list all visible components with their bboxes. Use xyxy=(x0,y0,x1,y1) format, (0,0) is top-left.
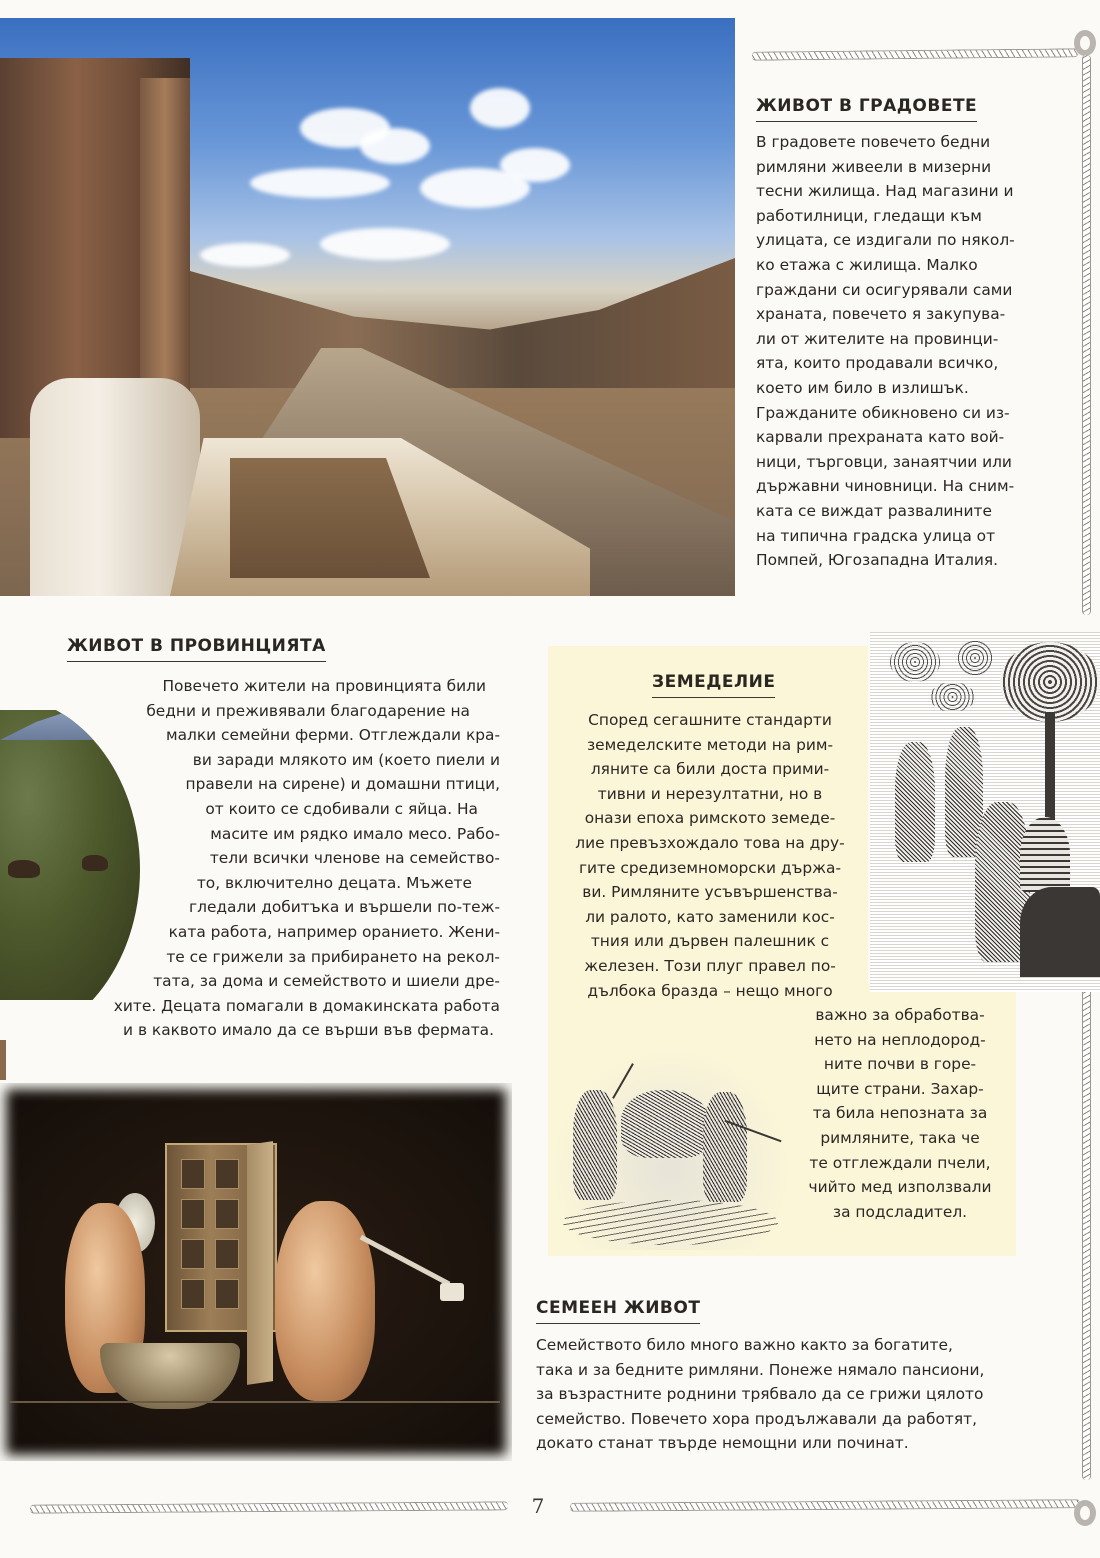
text-line: ните почви в горе- xyxy=(823,1055,977,1074)
text-line: тивни и нерезултатни, но в xyxy=(597,784,823,803)
plowing-engraving xyxy=(553,1050,788,1250)
text-line: Семейството било много важно както за богатите, xyxy=(536,1336,953,1354)
hammer-head xyxy=(440,1283,464,1301)
text-line: Гражданите обикновено си из- xyxy=(756,403,1010,422)
text-line: ката работа, например оранието. Жени- xyxy=(168,922,500,941)
text-line: онази епоха римското земеде- xyxy=(584,809,836,828)
text-line: та била непозната за xyxy=(812,1104,988,1123)
text-line: от които се сдобивали с яйца. На xyxy=(205,799,478,818)
text-line: малки семейни ферми. Отглеждали кра- xyxy=(165,726,500,745)
section-heading-family-life: СЕМЕЕН ЖИВОТ xyxy=(536,1298,700,1324)
text-line: чийто мед използвали xyxy=(808,1178,992,1197)
section-body-agriculture xyxy=(566,708,854,1003)
bee-swarm xyxy=(930,682,975,712)
section-heading-agriculture: ЗЕМЕДЕЛИЕ xyxy=(652,672,775,698)
text-line: В градовете повечето бедни xyxy=(756,133,991,151)
text-line: те отглеждали пчели, xyxy=(809,1153,991,1172)
text-line: римляните, така че xyxy=(820,1128,980,1147)
text-line: правели на сирене) и домашни птици, xyxy=(185,775,500,794)
page-edge-strip xyxy=(0,1040,6,1080)
text-line: масите им рядко имало месо. Рабо- xyxy=(210,824,500,843)
text-line: железен. Този плуг правел по- xyxy=(584,956,836,975)
text-line: храната, повечето я закупува- xyxy=(756,305,1006,324)
ox xyxy=(621,1090,711,1158)
text-line: така и за бедните римляни. Понеже нямало пансиони, xyxy=(536,1360,985,1379)
bowl xyxy=(100,1343,240,1409)
section-heading: ЖИВОТ В ГРАДОВЕТЕ xyxy=(756,96,977,122)
bee-swarm xyxy=(955,640,995,676)
cloud xyxy=(470,88,530,128)
whip xyxy=(612,1063,634,1099)
text-line: граждани си осигурявали сами xyxy=(756,280,1013,299)
cloud xyxy=(360,128,430,164)
rope-border-top xyxy=(752,48,1078,60)
ruined-buildings-row xyxy=(190,258,735,388)
text-line: гите средиземноморски държа- xyxy=(578,858,842,877)
cloud xyxy=(250,168,390,198)
text-line: Помпей, Югозападна Италия. xyxy=(756,551,999,570)
section-city-life xyxy=(756,96,1066,573)
text-line: за подсладител. xyxy=(832,1202,968,1221)
text-line: на типична градска улица от xyxy=(756,526,996,545)
bush xyxy=(1020,887,1100,977)
beekeeper-figure xyxy=(895,742,935,862)
cabinet-cell xyxy=(215,1239,239,1269)
section-body-country-life xyxy=(60,674,500,1043)
text-line: ли ралото, като заменили кос- xyxy=(585,907,835,926)
stone-pillar xyxy=(140,78,190,418)
text-line: работилници, гледащи към xyxy=(756,206,982,225)
text-line: карвали прехраната като вой- xyxy=(756,428,1005,447)
text-line: дълбока бразда – нещо много xyxy=(587,981,833,1000)
text-line: те се грижели за прибирането на рекол- xyxy=(166,947,500,966)
pompeii-street-photo xyxy=(0,18,735,596)
cloud xyxy=(320,228,450,260)
text-line: ката се виждат развалините xyxy=(756,501,992,520)
text-line: лие превъзхождало това на дру- xyxy=(575,833,845,852)
cupid-right xyxy=(275,1201,375,1401)
text-line: ви. Римляните усъвършенства- xyxy=(582,883,838,902)
cabinet-cell xyxy=(215,1159,239,1189)
text-line: тния или дървен палешник с xyxy=(590,932,830,951)
page-number: 7 xyxy=(531,1494,545,1518)
cabinet-door xyxy=(247,1141,273,1385)
cloud xyxy=(200,243,290,267)
rope-border-bottom-left xyxy=(30,1501,508,1513)
bee-swarm xyxy=(890,642,940,682)
rope-knot-bottom xyxy=(1074,1500,1096,1526)
ground-line xyxy=(10,1401,500,1403)
cloud xyxy=(500,148,570,182)
section-heading-country-life: ЖИВОТ В ПРОВИНЦИЯТА xyxy=(67,636,326,662)
beehive xyxy=(1020,817,1070,892)
beekeeping-engraving xyxy=(870,632,1100,992)
text-line: ята, които продавали всичко, xyxy=(756,354,999,373)
text-line: Повечето жители на провинцията били xyxy=(162,677,486,695)
text-line: тата, за дома и семейството и шиели дре- xyxy=(153,972,500,991)
text-line: щите страни. Захар- xyxy=(816,1079,984,1098)
text-line: нето на неплодород- xyxy=(814,1030,986,1049)
cow xyxy=(8,860,40,878)
text-line: семейство. Повечето хора продължавали да работят, xyxy=(536,1409,977,1428)
rope-border-right-lower xyxy=(1082,950,1091,1480)
ox-driver xyxy=(703,1092,747,1202)
section-body-family-life xyxy=(536,1333,1056,1456)
text-line: хите. Децата помагали в домакинската работа xyxy=(113,996,500,1015)
text-line: ници, търговци, занаятчии или xyxy=(756,452,1012,471)
plowman xyxy=(573,1090,617,1200)
fountain-stone xyxy=(30,378,200,596)
pompeian-fresco-image xyxy=(0,1083,512,1461)
text-line: Според сегашните стандарти xyxy=(588,711,832,729)
text-line: ляните са били доста прими- xyxy=(590,760,830,779)
section-body xyxy=(756,130,1066,573)
text-line: докато станат твърде немощни или починат. xyxy=(536,1434,909,1453)
text-line: римляни живеели в мизерни xyxy=(756,157,992,176)
text-line: и в каквото имало да се върши във фермата. xyxy=(123,1021,494,1040)
text-line: важно за обработва- xyxy=(815,1006,985,1024)
text-line: за възрастните роднини трябвало да се грижи цялото xyxy=(536,1385,984,1404)
section-body-agriculture-continued xyxy=(790,1003,1010,1224)
rope-border-bottom-right xyxy=(570,1499,1080,1512)
text-line: бедни и преживявали благодарение на xyxy=(146,701,470,720)
text-line: ви заради млякото им (което пиели и xyxy=(192,750,500,769)
cabinet-cell xyxy=(181,1279,205,1309)
text-line: тели всички членове на семейство- xyxy=(209,849,500,868)
text-line: земеделските методи на рим- xyxy=(586,735,834,754)
text-line: тесни жилища. Над магазини и xyxy=(756,182,1014,201)
text-line: гледали добитъка и вършели по-теж- xyxy=(189,898,500,917)
text-line: ли от жителите на провинци- xyxy=(756,329,999,348)
cabinet-cell xyxy=(181,1239,205,1269)
rope-knot-top xyxy=(1074,30,1096,56)
cabinet-cell xyxy=(181,1199,205,1229)
text-line: то, включително децата. Мъжете xyxy=(196,873,472,892)
rope-border-right-upper xyxy=(1082,55,1091,615)
text-line: държавни чиновници. На сним- xyxy=(756,477,1015,496)
tree xyxy=(1000,642,1100,722)
plowed-field xyxy=(563,1200,778,1245)
cabinet-cell xyxy=(215,1199,239,1229)
text-line: което им било в излишък. xyxy=(756,378,969,397)
cabinet-cell xyxy=(181,1159,205,1189)
cabinet-cell xyxy=(215,1279,239,1309)
text-line: ко етажа с жилища. Малко xyxy=(756,255,978,274)
text-line: улицата, се издигали по някол- xyxy=(756,231,1015,250)
